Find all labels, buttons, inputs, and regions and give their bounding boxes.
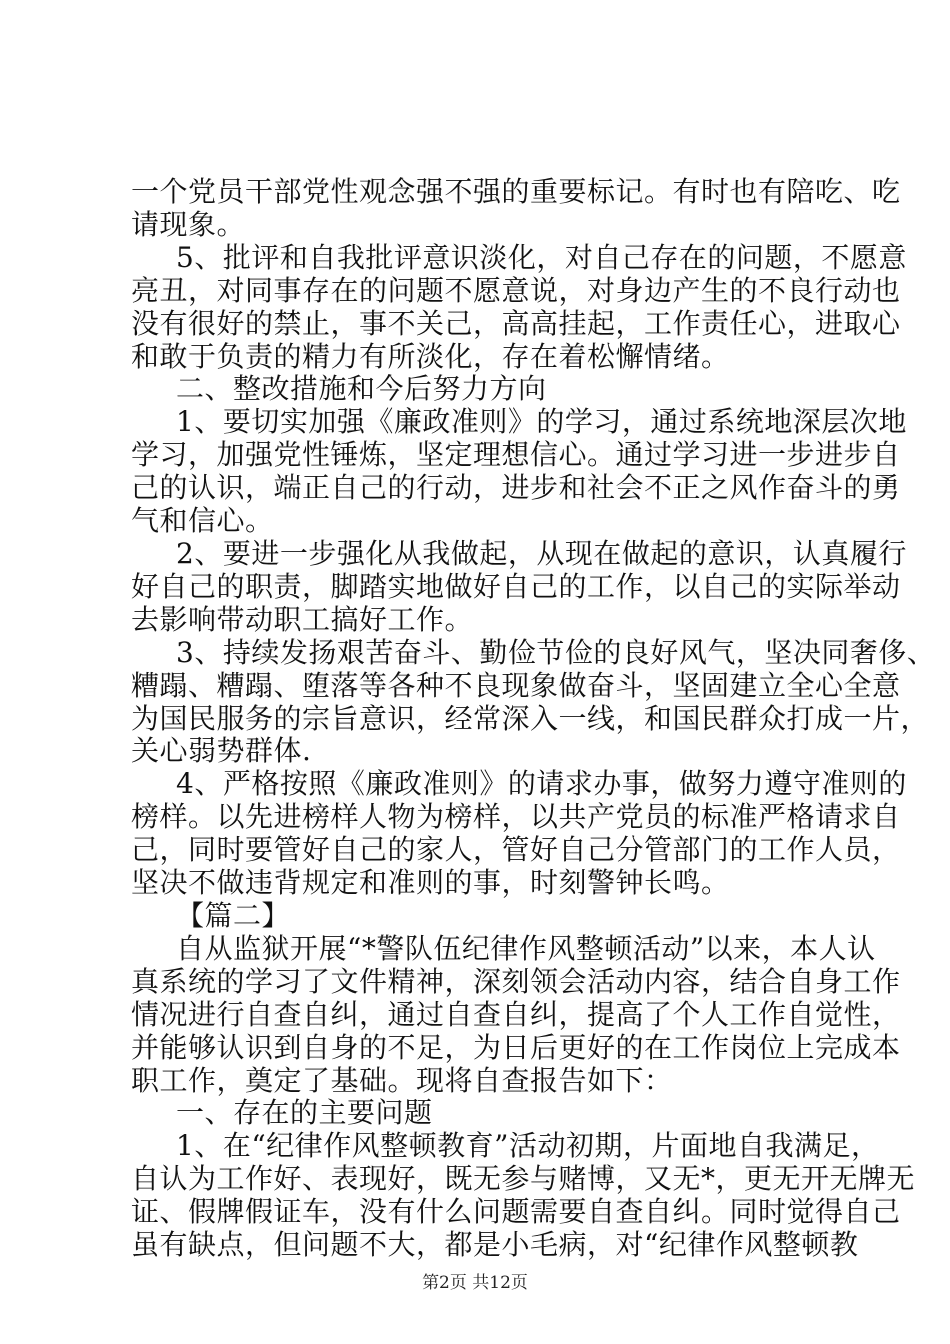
text-line: 亮丑，对同事存在的问题不愿意说，对身边产生的不良行动也 <box>131 273 901 307</box>
text-line: 3、持续发扬艰苦奋斗、勤俭节俭的良好风气，坚决同奢侈、 <box>176 635 936 669</box>
text-line: 5、批评和自我批评意识淡化，对自己存在的问题，不愿意 <box>176 240 907 274</box>
text-line: 没有很好的禁止，事不关己，高高挂起，工作责任心，进取心 <box>131 306 901 340</box>
text-line: 虽有缺点，但问题不大，都是小毛病，对“纪律作风整顿教 <box>131 1228 859 1262</box>
text-line: 自从监狱开展“*警队伍纪律作风整顿活动”以来，本人认 <box>176 931 876 965</box>
text-line: 请现象。 <box>131 207 246 241</box>
page-number-footer: 第2页 共12页 <box>422 1273 528 1293</box>
text-line: 关心弱势群体. <box>131 734 312 768</box>
text-line: 己的认识，端正自己的行动，进步和社会不正之风作奋斗的勇 <box>131 471 901 505</box>
text-line: 好自己的职责，脚踏实地做好自己的工作，以自己的实际举动 <box>131 569 901 603</box>
text-line: 4、严格按照《廉政准则》的请求办事，做努力遵守准则的 <box>176 767 907 801</box>
text-line: 并能够认识到自身的不足，为日后更好的在工作岗位上完成本 <box>131 1030 901 1064</box>
text-line: 坚决不做违背规定和准则的事，时刻警钟长鸣。 <box>131 866 730 900</box>
text-line: 榜样。以先进榜样人物为榜样，以共产党员的标准严格请求自 <box>131 800 901 834</box>
text-line: 真系统的学习了文件精神，深刻领会活动内容，结合自身工作 <box>131 964 901 998</box>
text-line: 职工作，奠定了基础。现将自查报告如下： <box>131 1063 673 1097</box>
text-line: 自认为工作好、表现好，既无参与赌博，又无*，更无开无牌无 <box>131 1162 916 1196</box>
text-line: 己，同时要管好自己的家人，管好自己分管部门的工作人员， <box>131 833 901 867</box>
text-line: 和敢于负责的精力有所淡化，存在着松懈情绪。 <box>131 339 730 373</box>
text-line: 学习，加强党性锤炼，坚定理想信心。通过学习进一步进步自 <box>131 438 901 472</box>
section-heading: 一、存在的主要问题 <box>176 1096 433 1130</box>
text-line: 1、要切实加强《廉政准则》的学习，通过系统地深层次地 <box>176 405 907 439</box>
section-heading: 【篇二】 <box>176 899 291 932</box>
text-line: 1、在“纪律作风整顿教育”活动初期，片面地自我满足， <box>176 1129 880 1163</box>
text-line: 糟蹋、糟蹋、堕落等各种不良现象做奋斗，坚固建立全心全意 <box>131 668 901 702</box>
text-line: 为国民服务的宗旨意识，经常深入一线，和国民群众打成一片， <box>131 701 930 735</box>
text-line: 2、要进一步强化从我做起，从现在做起的意识，认真履行 <box>176 537 907 570</box>
text-line: 情况进行自查自纠，通过自查自纠，提高了个人工作自觉性， <box>131 997 901 1031</box>
text-line: 气和信心。 <box>131 504 274 538</box>
text-line: 去影响带动职工搞好工作。 <box>131 602 474 636</box>
text-line: 证、假牌假证车，没有什么问题需要自查自纠。同时觉得自己 <box>131 1195 901 1229</box>
section-heading: 二、整改措施和今后努力方向 <box>176 372 547 406</box>
text-line: 一个党员干部党性观念强不强的重要标记。有时也有陪吃、吃 <box>131 175 901 208</box>
